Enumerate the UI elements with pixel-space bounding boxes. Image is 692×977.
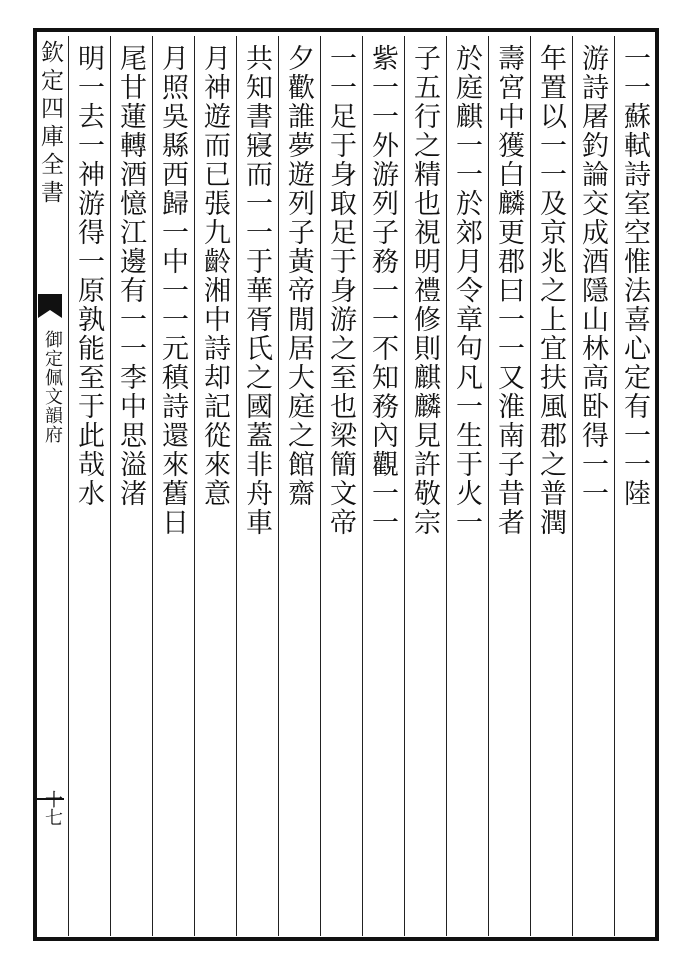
margin-book-title: 御定佩文韻府: [42, 330, 63, 444]
text-column: 子五行之精也視明禮修則麒麟見許敬宗: [409, 44, 440, 537]
text-column: 月照吳縣西歸一中一一元稹詩還來舊日: [157, 44, 188, 537]
text-column: 尾甘蓮轉酒憶江邊有一一李中思溢渚: [115, 44, 146, 508]
text-column: 一一足于身取足于身游之至也梁簡文帝: [325, 44, 356, 537]
text-column: 游詩屠釣論交成酒隱山林高卧得一一: [577, 44, 608, 508]
page-number: 十七: [42, 790, 63, 826]
text-column: 明一去一神游得一原孰能至于此哉水: [73, 44, 104, 508]
text-column: 紫一一外游列子務一一不知務內觀一一: [367, 44, 398, 537]
fish-tail-mark: [36, 292, 64, 324]
text-column: 一一蘇軾詩室空惟法喜心定有一一陸: [619, 44, 650, 508]
text-column: 共知書寢而一一于華胥氏之國蓋非舟車: [241, 44, 272, 537]
text-column: 壽宮中獲白麟更郡曰一一又淮南子昔者: [493, 44, 524, 537]
text-column: 月神遊而已張九齡湘中詩却記從來意: [199, 44, 230, 508]
text-column: 年置以一一及京兆之上宜扶風郡之普潤: [535, 44, 566, 537]
fish-tail-icon: [36, 292, 64, 324]
text-column: 夕歡誰夢遊列子黃帝閒居大庭之館齋: [283, 44, 314, 508]
text-column: 於庭麒一一於郊月令章句凡一生于火一: [451, 44, 482, 537]
margin-title: 欽定四庫全書: [37, 40, 63, 208]
